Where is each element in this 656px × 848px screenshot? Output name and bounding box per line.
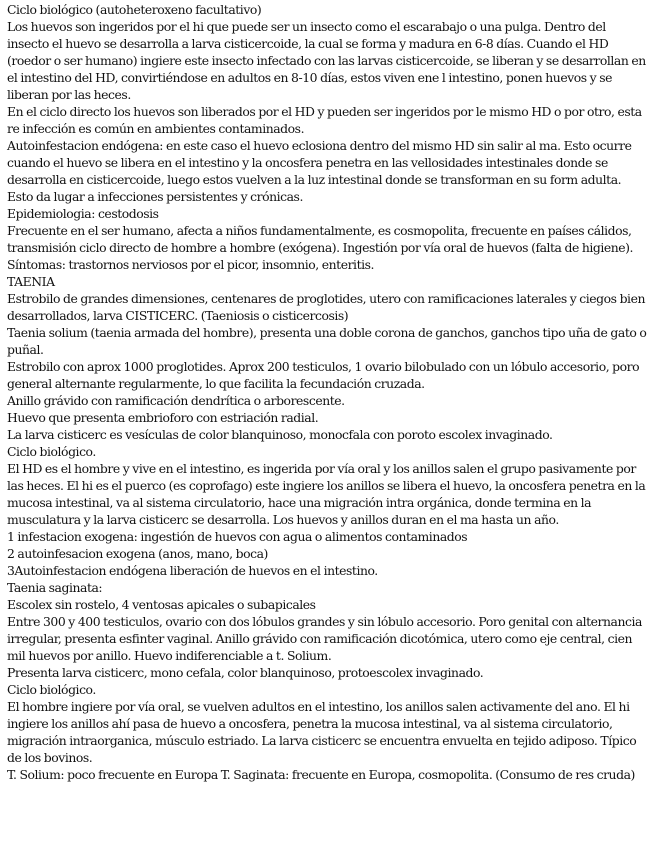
- paragraph-saginata-life-cycle: El hombre ingiere por vía oral, se vuelven adultos en el intestino, los anillos salen activamente del ano. El hi ingiere los anillos ahí pasa de huevo a oncosfera, penetra la mucosa intestinal, va al sistema circulatorio, migración intraorganica, músculo estriado. La larva cisticerc se encuentra envuelta en tejido adiposo. Típico de los bovinos.: [7, 699, 637, 765]
- paragraph-saginata-scolex: Escolex sin rostelo, 4 ventosas apicales o subapicales: [7, 597, 316, 612]
- paragraph-taenia-strobila: Estrobilo de grandes dimensiones, centenares de proglotides, utero con ramificaciones laterales y ciegos bien desarrollados, larva CISTICERC. (Taeniosis o cisticercosis): [7, 291, 645, 323]
- paragraph-egg: Huevo que presenta embrioforo con estriación radial.: [7, 410, 319, 425]
- section-heading-taenia: TAENIA: [7, 274, 55, 289]
- section-heading-saginata-life-cycle: Ciclo biológico.: [7, 682, 96, 697]
- list-item-endogenous-autoinfestation: 3Autoinfestacion endógena liberación de huevos en el intestino.: [7, 563, 378, 578]
- paragraph-solium-life-cycle: El HD es el hombre y vive en el intestino, es ingerida por vía oral y los anillos salen el grupo pasivamente por las heces. El hi es el puerco (es coprofago) este ingiere los anillos se libera el huevo, la oncosfera penetra en la mucosa intestinal, va al sistema circulatorio, hace una migración intra orgánica, donde termina en la musculatura y la larva cisticerc se desarrolla. Los huevos y anillos duran en el ma hasta un año.: [7, 461, 646, 527]
- section-heading-life-cycle: Ciclo biológico (autoheteroxeno facultativo): [7, 2, 262, 17]
- section-heading-taenia-saginata: Taenia saginata:: [7, 580, 103, 595]
- section-heading-epidemiology: Epidemiologia: cestodosis: [7, 206, 159, 221]
- paragraph-gravid-segment: Anillo grávido con ramificación dendrítica o arborescente.: [7, 393, 345, 408]
- list-item-exogenous-autoinfestation: 2 autoinfesacion exogena (anos, mano, boca): [7, 546, 268, 561]
- paragraph-saginata-larva: Presenta larva cisticerc, mono cefala, color blanquinoso, protoescolex invaginado.: [7, 665, 484, 680]
- paragraph-saginata-anatomy: Entre 300 y 400 testiculos, ovario con dos lóbulos grandes y sin lóbulo accesorio. Poro genital con alternancia irregular, presenta esfinter vaginal. Anillo grávido con ramificación dicotómica, utero como eje central, cien mil huevos por anillo. Huevo indiferenciable a t. Solium.: [7, 614, 642, 663]
- paragraph-endogenous-autoinfestation: Autoinfestacion endógena: en este caso el huevo eclosiona dentro del mismo HD sin salir al ma. Esto ocurre cuando el huevo se libera en el intestino y la oncosfera penetra en las vellosidades intestinales donde se desarrolla en cisticercoide, luego estos vuelven a la luz intestinal donde se transforman en su form adulta. Esto da lugar a infecciones persistentes y crónicas.: [7, 138, 632, 204]
- paragraph-direct-cycle: En el ciclo directo los huevos son liberados por el HD y pueden ser ingeridos por le mismo HD o por otro, esta re infección es común en ambientes contaminados.: [7, 104, 642, 136]
- paragraph-life-cycle-insect: Los huevos son ingeridos por el hi que puede ser un insecto como el escarabajo o una pulga. Dentro del insecto el huevo se desarrolla a larva cisticercoide, la cual se forma y madura en 6-8 días. Cuando el HD (roedor o ser humano) ingiere este insecto infectado con las larvas cisticercoide, se liberan y se desarrollan en el intestino del HD, convirtiéndose en adultos en 8-10 días, estos viven ene l intestino, ponen huevos y se liberan por las heces.: [7, 19, 646, 102]
- paragraph-larva: La larva cisticerc es vesículas de color blanquinoso, monocfala con poroto escolex invaginado.: [7, 427, 553, 442]
- paragraph-symptoms: Síntomas: trastornos nerviosos por el picor, insomnio, enteritis.: [7, 257, 375, 272]
- section-heading-solium-life-cycle: Ciclo biológico.: [7, 444, 96, 459]
- paragraph-taenia-solium: Taenia solium (taenia armada del hombre), presenta una doble corona de ganchos, ganchos tipo uña de gato o puñal.: [7, 325, 647, 357]
- paragraph-epidemiology: Frecuente en el ser humano, afecta a niños fundamentalmente, es cosmopolita, frecuente en países cálidos, transmisión ciclo directo de hombre a hombre (exógena). Ingestión por vía oral de huevos (falta de higiene).: [7, 223, 634, 255]
- paragraph-solium-strobila: Estrobilo con aprox 1000 proglotides. Aprox 200 testiculos, 1 ovario bilobulado con un lóbulo accesorio, poro general alternante regularmente, lo que facilita la fecundación cruzada.: [7, 359, 640, 391]
- list-item-exogenous-infestation: 1 infestacion exogena: ingestión de huevos con agua o alimentos contaminados: [7, 529, 468, 544]
- paragraph-geographic-distribution: T. Solium: poco frecuente en Europa T. Saginata: frecuente en Europa, cosmopolita. (Consumo de res cruda): [7, 767, 635, 782]
